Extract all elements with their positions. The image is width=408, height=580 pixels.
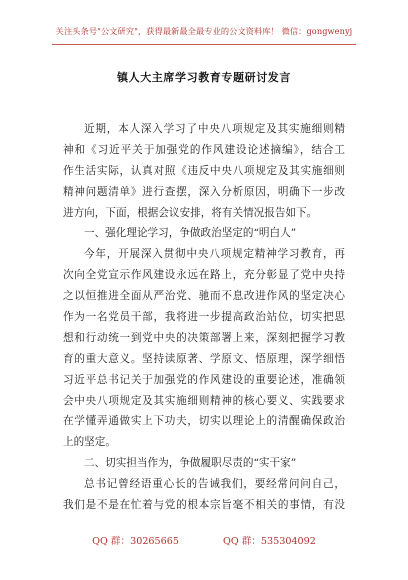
qq-group-2: QQ 群：535304092 — [222, 536, 316, 547]
document-title: 镇人大主席学习教育专题研讨发言 — [117, 71, 291, 84]
body-line: 作为一名党员干部，我将进一步提高政治站位，切实把思 — [63, 311, 345, 324]
body-line: 神和《习近平关于加强党的作风建设论述摘编》，结合工 — [63, 143, 345, 156]
qq-group-1: QQ 群：30265665 — [92, 536, 179, 547]
body-line: 在学懂弄通做实上下功夫，切实以理论上的清醒确保政治 — [63, 415, 345, 428]
header-divider — [52, 44, 356, 45]
body-line: 精神问题清单》进行查摆，深入分析原因，明确下一步改 — [63, 185, 345, 198]
body-line: 近期，本人深入学习了中央八项规定及其实施细则精 — [84, 123, 345, 135]
body-line: 育的重大意义。坚持读原著、学原文、悟原理，深学细悟 — [63, 352, 345, 365]
body-line: 想和行动统一到党中央的决策部署上来，深刻把握学习教 — [63, 331, 345, 344]
footer-contact — [0, 533, 408, 547]
body-line: 我们是不是在忙着与党的根本宗旨毫不相关的事情，有没 — [63, 499, 345, 512]
section-heading: 二、切实担当作为，争做履职尽责的“实干家” — [84, 457, 297, 470]
body-line: 习近平总书记关于加强党的作风建设的重要论述，准确领 — [63, 373, 345, 386]
body-line: 进方向，下面，根据会议安排，将有关情况报告如下。 — [63, 206, 318, 219]
body-line: 总书记曾经语重心长的告诫我们，要经常问问自己， — [84, 478, 345, 491]
body-line: 会中央八项规定及其实施细则精神的核心要义、实践要求 — [63, 394, 345, 407]
document-body — [63, 119, 345, 516]
section-heading: 一、强化理论学习，争做政治坚定的“明白人” — [84, 227, 297, 240]
body-line: 之以恒推进全面从严治党、驰而不息改进作风的坚定决心 — [63, 290, 345, 303]
body-line: 今年，开展深入贯彻中央八项规定精神学习教育，再 — [84, 248, 345, 261]
header-banner: 关注头条号"公文研究"，获得最新最全最专业的公文资料库！ 微信：gongwenyj — [55, 26, 353, 36]
body-line: 上的坚定。 — [63, 436, 116, 449]
body-line: 次向全党宣示作风建设永远在路上，充分彰显了党中央持 — [63, 269, 345, 282]
body-line: 作生活实际，认真对照《违反中央八项规定及其实施细则 — [63, 164, 345, 177]
